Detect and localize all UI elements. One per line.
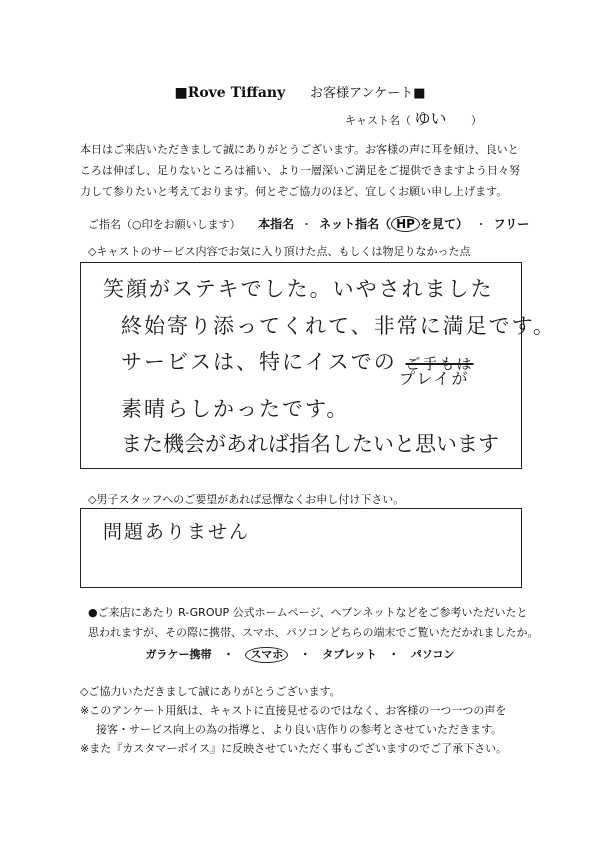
note-line-2: 接客・サービス向上の為の指導と、より良い店作りの参考とさせていただきます。 <box>96 723 503 736</box>
q1-label: ◇キャストのサービス内容でお気に入り頂けた点、もしくは物足りなかった点 <box>88 245 471 258</box>
separator: ・ <box>475 218 487 231</box>
nomination-row <box>88 215 529 232</box>
brand-name: ■Rove Tiffany <box>174 85 286 101</box>
q2-answer-box[interactable] <box>80 508 522 588</box>
q1-struck-text: ご手もは <box>405 355 474 373</box>
form-subtitle: お客様アンケート■ <box>310 86 426 101</box>
q1-line-5: また機会があれば指名したいと思います <box>121 432 499 456</box>
intro-paragraph <box>80 139 520 202</box>
q1-line-4: 素晴らしかったです。 <box>121 397 350 421</box>
nomination-label: ご指名（○印をお願いします） <box>88 218 241 231</box>
cast-label: キャスト名（ <box>345 114 411 127</box>
intro-line: ころは伸ばし、足りないところは補い、より一層深いご満足をご提供できますよう日々努 <box>80 164 520 177</box>
q2-answer: 問題ありません <box>103 521 251 543</box>
q1-line-3-insert: プレイが <box>399 369 470 388</box>
thanks-line: ◇ご協力いただきまして誠にありがとうございます。 <box>80 685 341 698</box>
form-title <box>0 82 600 101</box>
cast-name-row <box>345 106 482 129</box>
device-question-line: ●ご来店にあたり R-GROUP 公式ホームページ、ヘブンネットなどをご参考いただいたと <box>88 606 528 619</box>
device-options <box>0 646 600 663</box>
q1-line-1: 笑顔がステキでした。いやされました <box>103 277 494 301</box>
intro-line: 本日はご来店いただきまして誠にありがとうございます。お客様の声に耳を傾け、良いと <box>80 143 519 156</box>
q1-line-2: 終始寄り添ってくれて、非常に満足です。 <box>121 314 556 338</box>
device-option-tablet[interactable]: タブレット <box>322 648 377 661</box>
note-line-1: ※このアンケート用紙は、キャストに直接見せるのではなく、お客様の一つ一つの声を <box>80 704 507 717</box>
cast-name-handwritten[interactable]: ゆい <box>414 109 447 128</box>
device-option-garake[interactable]: ガラケー携帯 <box>145 648 212 661</box>
device-option-pc[interactable]: パソコン <box>410 648 455 661</box>
nomination-option-honshimei[interactable]: 本指名 <box>258 217 295 231</box>
net-prefix: ネット指名（ <box>319 217 392 231</box>
q2-label: ◇男子スタッフへのご要望があれば忌憚なくお申し付け下さい。 <box>88 493 405 506</box>
separator: ・ <box>388 648 400 661</box>
note-line-3: ※また『カスタマーボイス』に反映させていただく事もございますのでご了承下さい。 <box>80 742 508 755</box>
hp-circled-mark: HP <box>391 216 420 232</box>
q1-answer-box[interactable] <box>80 262 556 469</box>
device-question-line: 思われますが、その際に携帯、スマホ、パソコンどちらの端末でご覧いただかれましたか。 <box>88 626 539 639</box>
nomination-option-free[interactable]: フリー <box>493 217 530 231</box>
intro-line: 力して参りたいと考えております。何とぞご協力のほど、宜しくお願い申し上げます。 <box>80 185 508 198</box>
separator: ・ <box>222 648 234 661</box>
nomination-option-net[interactable] <box>319 217 472 231</box>
net-suffix: を見て） <box>419 217 468 231</box>
separator: ・ <box>301 218 313 231</box>
separator: ・ <box>299 648 311 661</box>
cast-close: ） <box>471 114 482 127</box>
q1-line-3-text: サービスは、特にイスでの <box>121 350 397 374</box>
device-option-sumaho-circled[interactable]: スマホ <box>245 647 288 663</box>
